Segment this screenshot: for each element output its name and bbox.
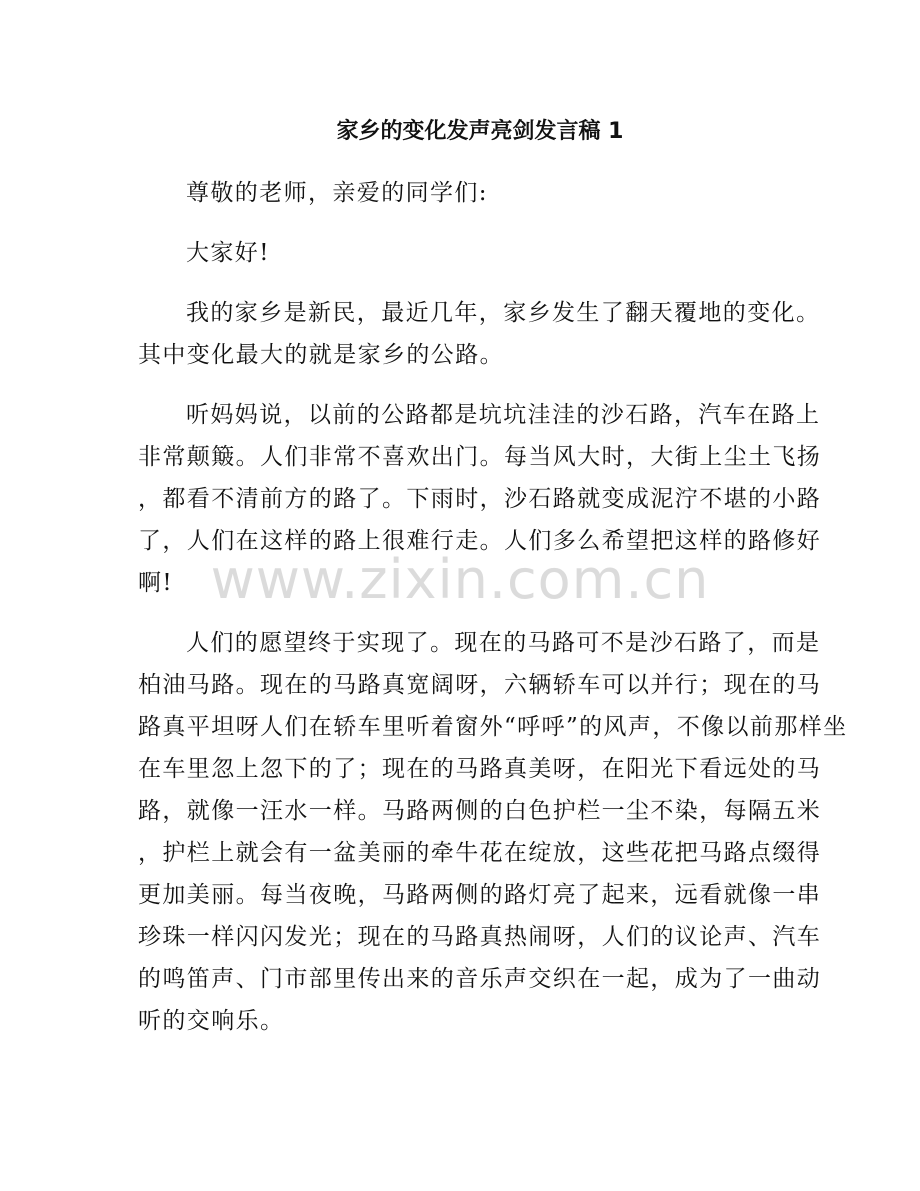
paragraph — [138, 232, 802, 274]
paragraph-line: 我的家乡是新民，最近几年，家乡发生了翻天覆地的变化。 — [186, 300, 821, 326]
paragraph-line: 路真平坦呀人们在轿车里听着窗外“呼呼”的风声，不像以前那样坐 — [138, 714, 848, 740]
paragraph — [138, 394, 822, 604]
paragraph-line: 了，人们在这样的路上很难行走。人们多么希望把这样的路修好 — [138, 528, 822, 554]
paragraph-line: 大家好! — [186, 240, 270, 266]
paragraph-line: 听的交响乐。 — [138, 1008, 285, 1034]
paragraph-line: 珍珠一样闪闪发光；现在的马路真热闹呀，人们的议论声、汽车 — [138, 924, 822, 950]
paragraph-line: 柏油马路。现在的马路真宽阔呀，六辆轿车可以并行；现在的马 — [138, 672, 822, 698]
paragraph-line: 更加美丽。每当夜晚，马路两侧的路灯亮了起来，远看就像一串 — [138, 882, 822, 908]
paragraph-line: ，都看不清前方的路了。下雨时，沙石路就变成泥泞不堪的小路 — [138, 486, 822, 512]
paragraph-line: 路，就像一汪水一样。马路两侧的白色护栏一尘不染，每隔五米 — [138, 798, 822, 824]
paragraph-line: 的鸣笛声、门市部里传出来的音乐声交织在一起，成为了一曲动 — [138, 966, 822, 992]
paragraph-line: 啊! — [138, 570, 174, 596]
paragraph — [138, 172, 802, 214]
watermark: www.zixin.com.cn — [210, 548, 710, 611]
paragraph-line: 听妈妈说，以前的公路都是坑坑洼洼的沙石路，汽车在路上 — [186, 402, 821, 428]
paragraph-line: 其中变化最大的就是家乡的公路。 — [138, 342, 504, 368]
paragraph-line: 尊敬的老师，亲爱的同学们: — [186, 180, 488, 206]
paragraph-line: 人们的愿望终于实现了。现在的马路可不是沙石路了，而是 — [186, 630, 821, 656]
document-body — [138, 172, 848, 1042]
paragraph-line: 在车里忽上忽下的了；现在的马路真美呀，在阳光下看远处的马 — [138, 756, 822, 782]
paragraph-line: 非常颠簸。人们非常不喜欢出门。每当风大时，大街上尘土飞扬 — [138, 444, 822, 470]
paragraph — [138, 292, 821, 376]
paragraph — [138, 622, 848, 1042]
paragraph-line: ，护栏上就会有一盆美丽的牵牛花在绽放，这些花把马路点缀得 — [138, 840, 822, 866]
document-title: 家乡的变化发声亮剑发言稿 1 — [336, 119, 624, 144]
document-page — [138, 111, 848, 1060]
